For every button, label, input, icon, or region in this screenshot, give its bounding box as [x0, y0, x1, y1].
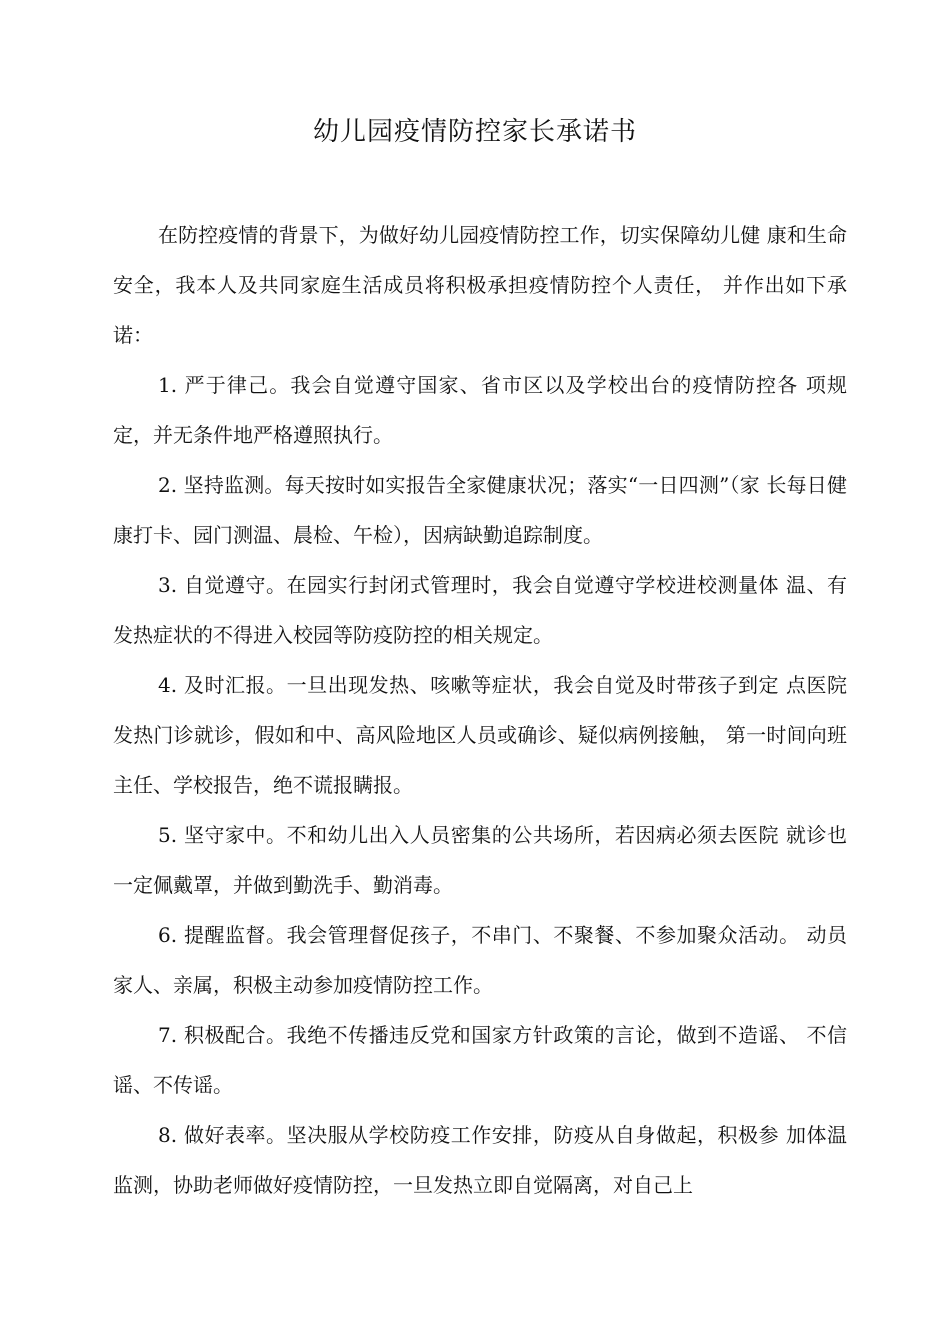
commitment-item-2: 2. 坚持监测。每天按时如实报告全家健康状况；落实“一日四测”（家 长每日健康打卡、园门测温、晨检、午检），因病缺勤追踪制度。 [113, 473, 847, 547]
commitment-item-8: 8. 做好表率。坚决服从学校防疫工作安排，防疫从自身做起，积极参 加体温监测，协助老师做好疫情防控，一旦发热立即自觉隔离，对自己上 [113, 1123, 847, 1197]
document-title: 幼儿园疫情防控家长承诺书 [312, 117, 637, 147]
commitment-item-7: 7. 积极配合。我绝不传播违反党和国家方针政策的言论，做到不造谣、 不信谣、不传谣。 [113, 1023, 847, 1097]
commitment-item-3: 3. 自觉遵守。在园实行封闭式管理时，我会自觉遵守学校进校测量体 温、有发热症状的不得进入校园等防疫防控的相关规定。 [113, 573, 847, 647]
document-body [113, 210, 847, 1210]
commitment-item-5: 5. 坚守家中。不和幼儿出入人员密集的公共场所，若因病必须去医院 就诊也一定佩戴罩，并做到勤洗手、勤消毒。 [113, 823, 847, 897]
commitment-item-4: 4. 及时汇报。一旦出现发热、咳嗽等症状，我会自觉及时带孩子到定 点医院发热门诊就诊，假如和中、高风险地区人员或确诊、疑似病例接触， 第一时间向班主任、学校报告，绝不谎报瞒报。 [113, 673, 847, 797]
commitment-item-1: 1. 严于律己。我会自觉遵守国家、省市区以及学校出台的疫情防控各 项规定，并无条件地严格遵照执行。 [113, 373, 847, 447]
intro-paragraph: 在防控疫情的背景下，为做好幼儿园疫情防控工作，切实保障幼儿健 康和生命安全，我本人及共同家庭生活成员将积极承担疫情防控个人责任， 并作出如下承诺： [113, 223, 847, 347]
commitment-item-6: 6. 提醒监督。我会管理督促孩子，不串门、不聚餐、不参加聚众活动。 动员家人、亲属，积极主动参加疫情防控工作。 [113, 923, 847, 997]
